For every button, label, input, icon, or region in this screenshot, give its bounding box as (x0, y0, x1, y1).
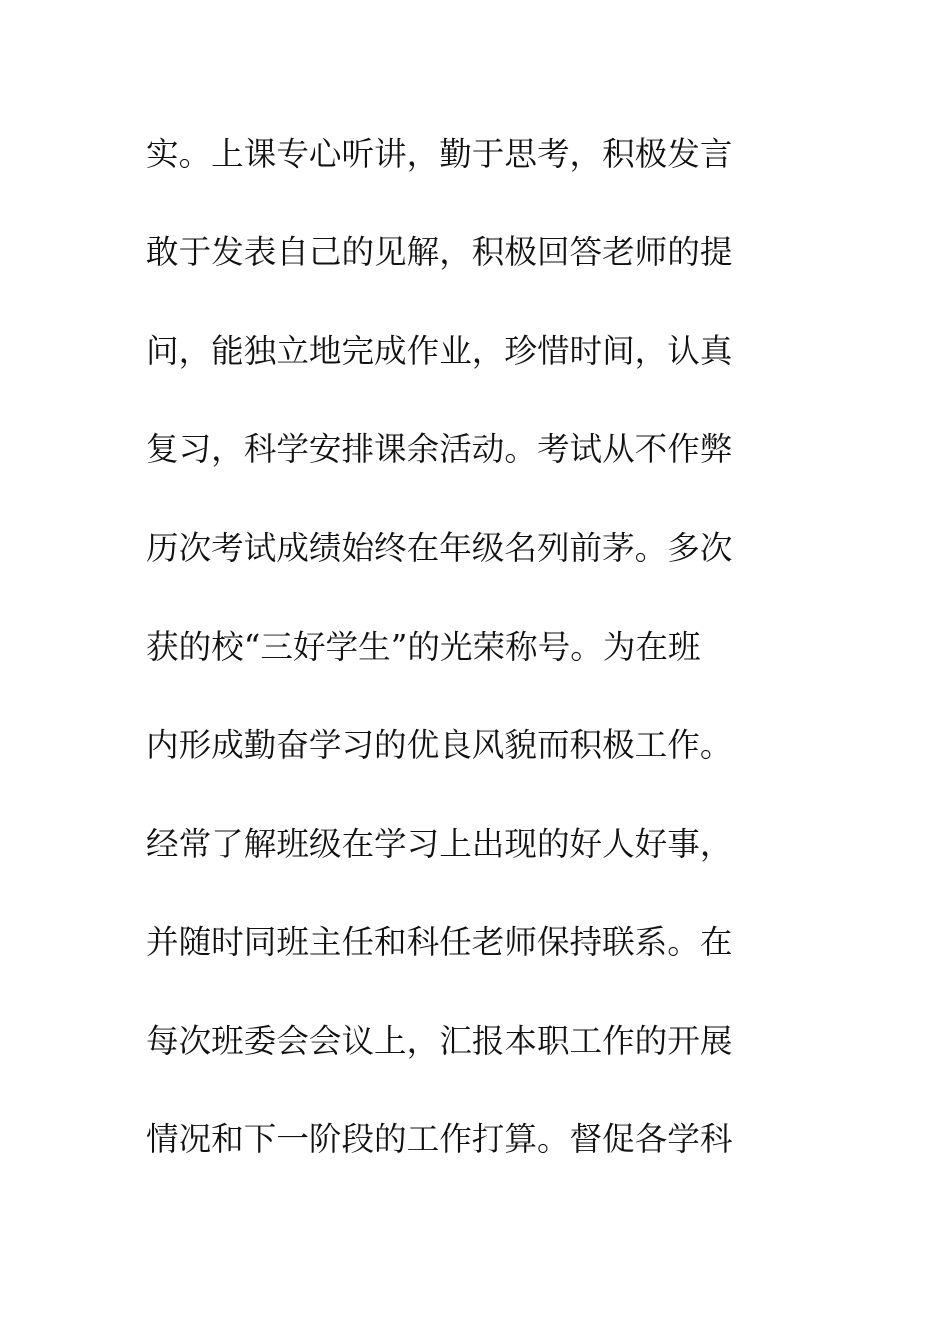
text-line: 获的校“三好学生”的光荣称号。为在班 (146, 628, 701, 666)
text-line: 内形成勤奋学习的优良风貌而积极工作。 (146, 726, 733, 764)
text-line: 问，能独立地完成作业，珍惜时间，认真 (146, 332, 733, 370)
text-line: 情况和下一阶段的工作打算。督促各学科 (146, 1120, 733, 1158)
text-line: 敢于发表自己的见解，积极回答老师的提 (146, 233, 733, 271)
text-line: 历次考试成绩始终在年级名列前茅。多次 (146, 529, 733, 567)
text-line: 复习，科学安排课余活动。考试从不作弊 (146, 430, 733, 468)
text-line: 每次班委会会议上，汇报本职工作的开展 (146, 1022, 733, 1060)
text-line: 并随时同班主任和科任老师保持联系。在 (146, 923, 733, 961)
text-line: 实。上课专心听讲，勤于思考，积极发言 (146, 135, 733, 173)
text-line: 经常了解班级在学习上出现的好人好事， (146, 825, 733, 863)
